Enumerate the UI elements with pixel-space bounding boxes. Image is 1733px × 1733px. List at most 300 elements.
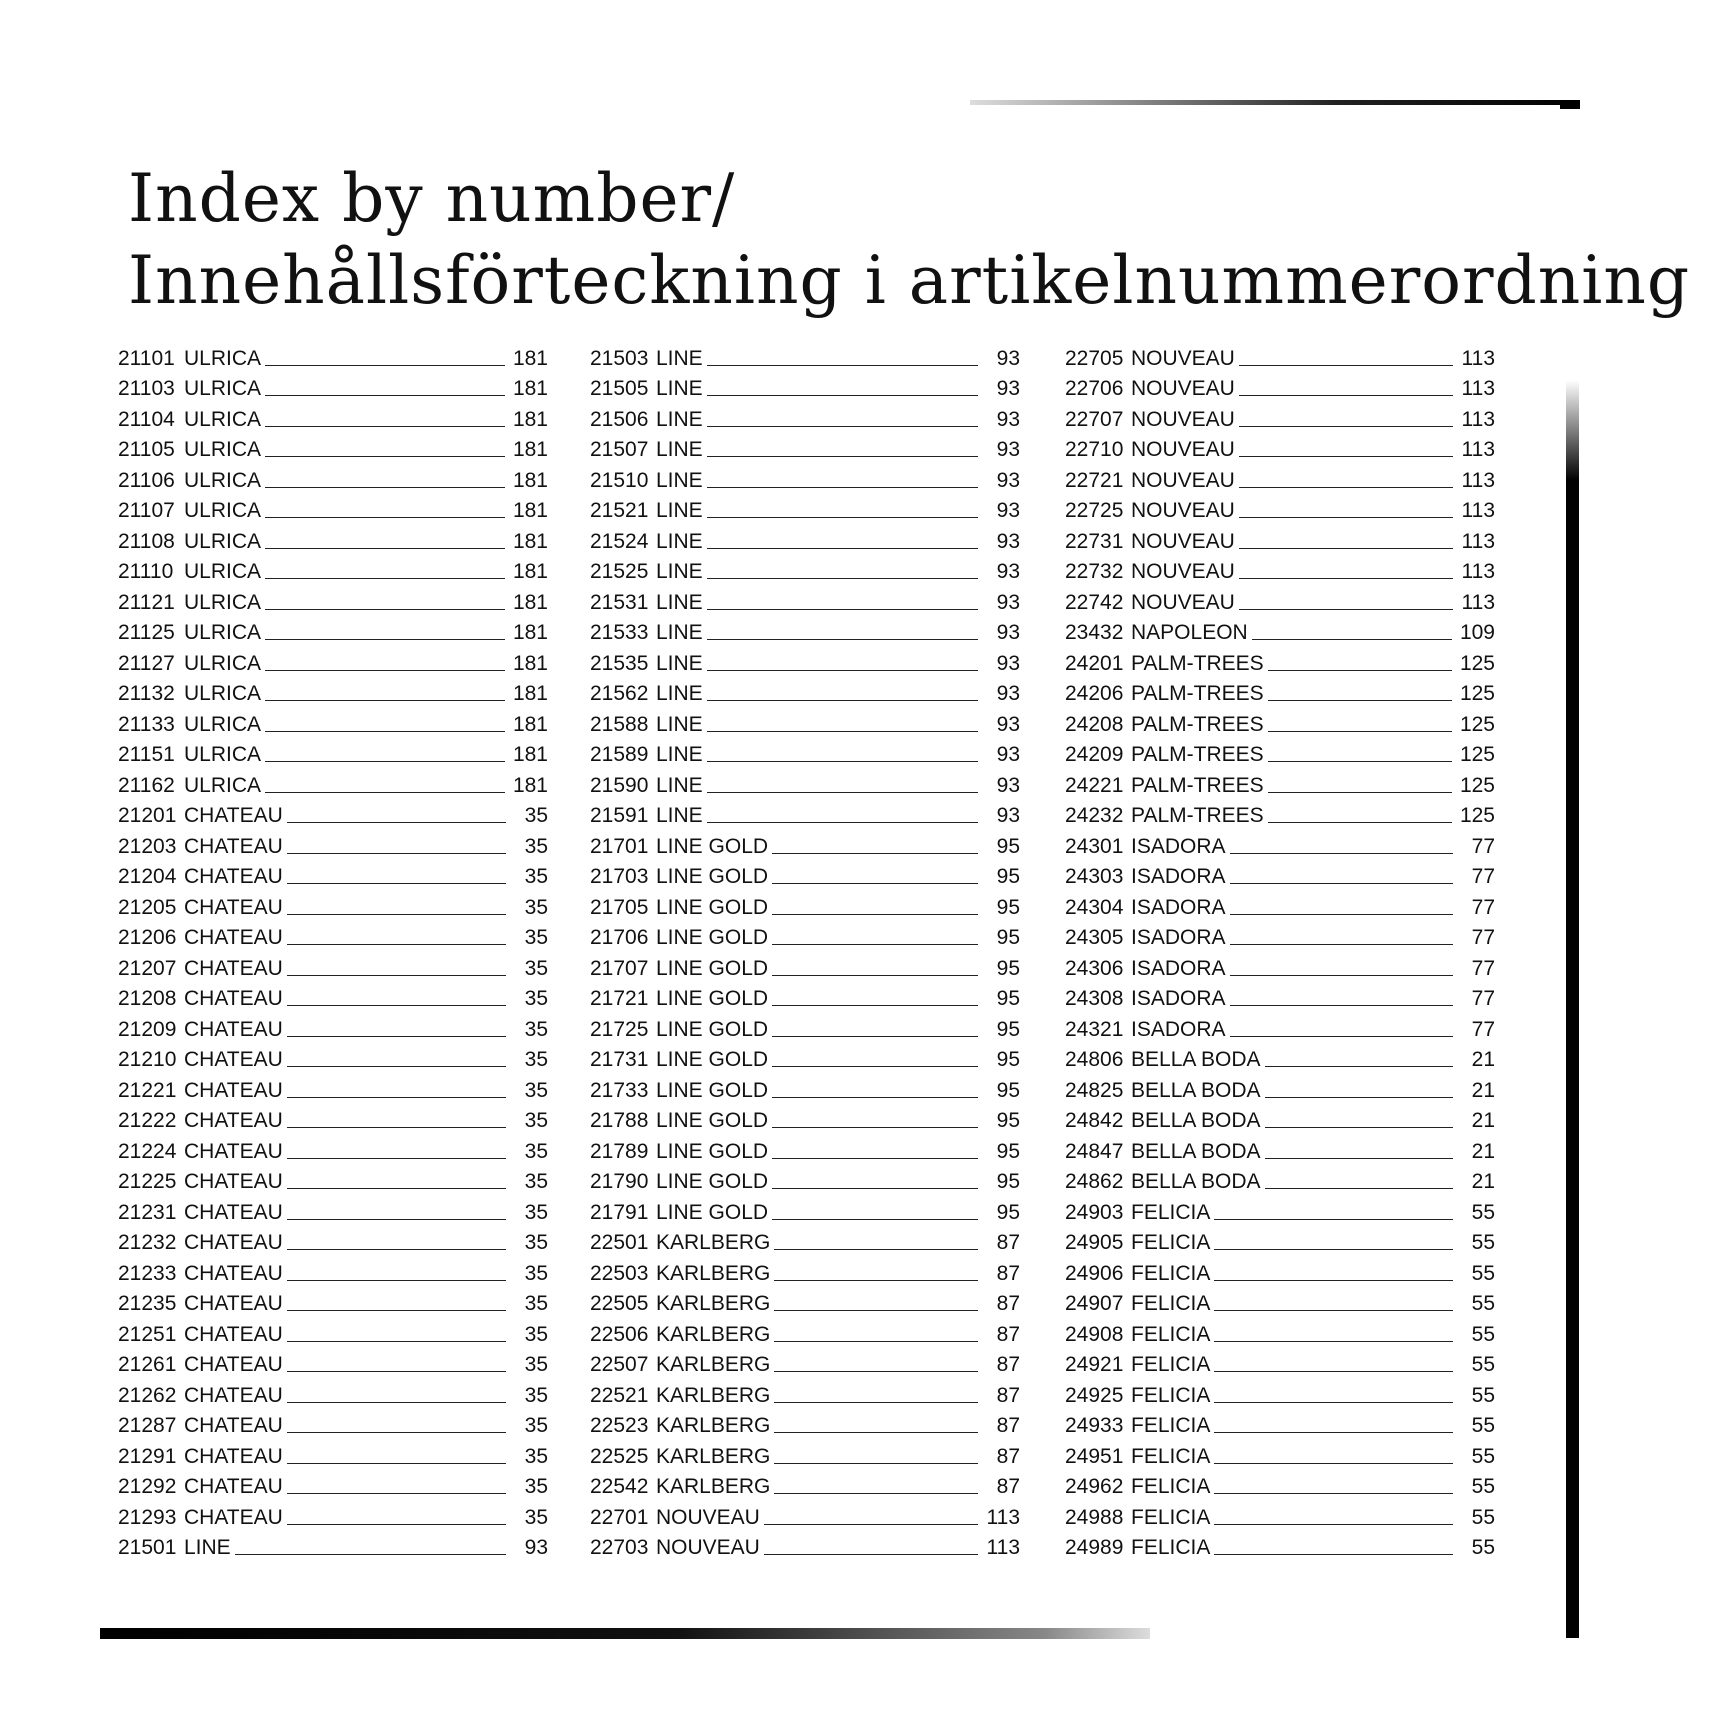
article-number: 21521 (590, 499, 649, 522)
leader-line (772, 1066, 978, 1067)
index-entry (1065, 1072, 1495, 1103)
leader-line (1239, 456, 1453, 457)
article-number: 21151 (118, 743, 175, 766)
index-entry (590, 920, 1020, 951)
page-number: 95 (996, 834, 1020, 858)
index-entry (590, 828, 1020, 859)
article-number: 24208 (1065, 712, 1124, 736)
page-number: 95 (996, 987, 1020, 1010)
leader-line (287, 1310, 506, 1311)
article-number: 22503 (590, 1261, 649, 1285)
page-number: 113 (1461, 346, 1495, 370)
article-number: 21103 (118, 377, 175, 400)
article-number: 21233 (118, 1261, 177, 1285)
leader-line (707, 487, 978, 488)
index-entry (590, 615, 1020, 646)
leader-line (1239, 548, 1453, 549)
article-number: 24907 (1065, 1292, 1124, 1315)
title-line-2: Innehållsförteckning i artikelnummerordning (128, 242, 1691, 319)
leader-line (1214, 1463, 1453, 1464)
article-number: 22507 (590, 1353, 649, 1376)
leader-line (707, 548, 978, 549)
pattern-name: LINE (656, 804, 703, 827)
page-number: 35 (524, 1200, 548, 1224)
page-number: 93 (996, 529, 1020, 553)
leader-line (1214, 1524, 1453, 1525)
page-number: 35 (524, 1109, 548, 1132)
page-number: 35 (524, 987, 548, 1010)
pattern-name: ISADORA (1131, 956, 1226, 980)
leader-line (1214, 1219, 1453, 1220)
article-number: 21588 (590, 712, 649, 736)
leader-line (1239, 609, 1453, 610)
leader-line (1268, 792, 1452, 793)
index-entry (590, 676, 1020, 707)
article-number: 21101 (118, 346, 175, 370)
page-number: 93 (996, 590, 1020, 614)
pattern-name: CHATEAU (184, 1078, 283, 1102)
leader-line (772, 1219, 978, 1220)
article-number: 24962 (1065, 1475, 1124, 1498)
index-entry (590, 767, 1020, 798)
page-number: 35 (524, 895, 548, 919)
page-number: 21 (1471, 1078, 1495, 1102)
pattern-name: PALM-TREES (1131, 743, 1264, 766)
pattern-name: NOUVEAU (1131, 407, 1235, 431)
pattern-name: LINE (656, 468, 703, 492)
pattern-name: CHATEAU (184, 1322, 283, 1346)
pattern-name: FELICIA (1131, 1536, 1211, 1559)
pattern-name: FELICIA (1131, 1353, 1211, 1376)
index-entry (118, 615, 548, 646)
leader-line (265, 517, 505, 518)
index-entry (118, 340, 548, 371)
page-number: 113 (1461, 438, 1495, 461)
pattern-name: LINE (656, 499, 703, 522)
page-number: 93 (996, 712, 1020, 736)
article-number: 22721 (1065, 468, 1124, 492)
index-entry (118, 493, 548, 524)
page-number: 181 (512, 590, 548, 614)
pattern-name: CHATEAU (184, 956, 283, 980)
pattern-name: KARLBERG (656, 1475, 771, 1498)
index-entry (118, 1286, 548, 1317)
index-entry (118, 767, 548, 798)
page-number: 77 (1471, 987, 1495, 1010)
leader-line (772, 1188, 978, 1189)
page-number: 93 (996, 773, 1020, 797)
index-entry (1065, 950, 1495, 981)
article-number: 21121 (118, 590, 175, 614)
pattern-name: LINE (656, 438, 703, 461)
leader-line (1214, 1493, 1453, 1494)
article-number: 24905 (1065, 1231, 1124, 1254)
leader-line (1239, 487, 1453, 488)
article-number: 22521 (590, 1383, 649, 1407)
index-entry (118, 889, 548, 920)
page-number: 125 (1459, 712, 1495, 736)
pattern-name: KARLBERG (656, 1322, 771, 1346)
page-number: 77 (1471, 1017, 1495, 1041)
pattern-name: NOUVEAU (1131, 590, 1235, 614)
pattern-name: KARLBERG (656, 1383, 771, 1407)
pattern-name: ISADORA (1131, 926, 1226, 949)
index-entry (590, 1286, 1020, 1317)
index-entry (118, 950, 548, 981)
pattern-name: KARLBERG (656, 1414, 771, 1437)
pattern-name: NOUVEAU (1131, 438, 1235, 461)
pattern-name: LINE (656, 773, 703, 797)
article-number: 24903 (1065, 1200, 1124, 1224)
pattern-name: ISADORA (1131, 895, 1226, 919)
index-entry (590, 1011, 1020, 1042)
index-entry (590, 1255, 1020, 1286)
leader-line (265, 395, 505, 396)
article-number: 22525 (590, 1444, 649, 1468)
article-number: 22705 (1065, 346, 1124, 370)
page-number: 181 (512, 377, 548, 400)
leader-line (265, 731, 505, 732)
index-entry (118, 798, 548, 829)
leader-line (287, 944, 506, 945)
article-number: 21107 (118, 499, 175, 522)
index-entry (590, 1347, 1020, 1378)
page-number: 55 (1471, 1414, 1495, 1437)
leader-line (287, 1127, 506, 1128)
index-entry (1065, 706, 1495, 737)
page-number: 181 (512, 560, 548, 583)
page-number: 113 (986, 1505, 1020, 1529)
leader-line (772, 1158, 978, 1159)
page-number: 35 (524, 1017, 548, 1041)
pattern-name: CHATEAU (184, 926, 283, 949)
page-number: 35 (524, 1505, 548, 1529)
index-entry (1065, 1255, 1495, 1286)
leader-line (287, 1219, 506, 1220)
page-number: 35 (524, 1414, 548, 1437)
article-number: 21207 (118, 956, 177, 980)
page-number: 181 (512, 438, 548, 461)
article-number: 21733 (590, 1078, 649, 1102)
index-entry (590, 706, 1020, 737)
pattern-name: ISADORA (1131, 987, 1226, 1010)
leader-line (1268, 731, 1452, 732)
pattern-name: CHATEAU (184, 1109, 283, 1132)
index-entry (118, 676, 548, 707)
leader-line (1265, 1188, 1453, 1189)
index-entry (590, 981, 1020, 1012)
index-entry (590, 1408, 1020, 1439)
article-number: 24209 (1065, 743, 1124, 766)
index-entry (118, 1530, 548, 1561)
leader-line (1239, 395, 1453, 396)
article-number: 22523 (590, 1414, 649, 1437)
leader-line (287, 1097, 506, 1098)
leader-line (707, 761, 978, 762)
article-number: 21262 (118, 1383, 177, 1407)
pattern-name: CHATEAU (184, 1200, 283, 1224)
page-number: 113 (1461, 529, 1495, 553)
page-number: 35 (524, 1170, 548, 1193)
page-number: 95 (996, 1078, 1020, 1102)
pattern-name: NOUVEAU (1131, 499, 1235, 522)
leader-line (707, 456, 978, 457)
pattern-name: LINE (656, 560, 703, 583)
index-entry (590, 432, 1020, 463)
page-number: 109 (1459, 621, 1495, 644)
article-number: 23432 (1065, 621, 1124, 644)
article-number: 21788 (590, 1109, 649, 1132)
article-number: 21106 (118, 468, 175, 492)
article-number: 21731 (590, 1048, 649, 1071)
page-number: 77 (1471, 865, 1495, 888)
index-entry (1065, 1438, 1495, 1469)
pattern-name: CHATEAU (184, 1353, 283, 1376)
article-number: 21110 (118, 560, 174, 583)
leader-line (1239, 517, 1453, 518)
article-number: 24321 (1065, 1017, 1124, 1041)
index-entry (118, 1347, 548, 1378)
leader-line (287, 1463, 506, 1464)
leader-line (1230, 853, 1453, 854)
index-entry (590, 1133, 1020, 1164)
pattern-name: LINE (656, 712, 703, 736)
page-number: 95 (996, 1200, 1020, 1224)
article-number: 21125 (118, 621, 175, 644)
article-number: 24206 (1065, 682, 1124, 705)
article-number: 24842 (1065, 1109, 1124, 1132)
index-entry (1065, 371, 1495, 402)
pattern-name: ISADORA (1131, 1017, 1226, 1041)
index-entry (590, 645, 1020, 676)
pattern-name: CHATEAU (184, 804, 283, 827)
page-number: 35 (524, 926, 548, 949)
page-number: 35 (524, 1475, 548, 1498)
pattern-name: FELICIA (1131, 1505, 1211, 1529)
index-entry (1065, 1133, 1495, 1164)
article-number: 21235 (118, 1292, 177, 1315)
article-number: 21524 (590, 529, 649, 553)
index-entry (1065, 554, 1495, 585)
index-entry (1065, 1499, 1495, 1530)
index-column-1 (118, 340, 548, 1560)
page-number: 181 (512, 682, 548, 705)
pattern-name: NOUVEAU (1131, 529, 1235, 553)
article-number: 24305 (1065, 926, 1124, 949)
leader-line (265, 609, 505, 610)
index-entry (118, 1194, 548, 1225)
leader-line (774, 1371, 978, 1372)
page-number: 93 (996, 804, 1020, 827)
page-number: 87 (996, 1322, 1020, 1346)
index-entry (1065, 493, 1495, 524)
page-number: 113 (1461, 377, 1495, 400)
pattern-name: FELICIA (1131, 1383, 1211, 1407)
leader-line (287, 853, 506, 854)
page-number: 35 (524, 956, 548, 980)
index-entry (590, 1438, 1020, 1469)
leader-line (287, 975, 506, 976)
page-number: 55 (1471, 1200, 1495, 1224)
pattern-name: KARLBERG (656, 1353, 771, 1376)
index-entry (1065, 584, 1495, 615)
pattern-name: CHATEAU (184, 1170, 283, 1193)
index-entry (590, 1469, 1020, 1500)
leader-line (764, 1524, 978, 1525)
leader-line (774, 1249, 978, 1250)
leader-line (287, 1066, 506, 1067)
index-entry (118, 920, 548, 951)
article-number: 21503 (590, 346, 649, 370)
pattern-name: KARLBERG (656, 1261, 771, 1285)
leader-line (772, 1005, 978, 1006)
article-number: 21705 (590, 895, 649, 919)
page-number: 95 (996, 895, 1020, 919)
leader-line (265, 365, 505, 366)
index-entry (590, 1072, 1020, 1103)
page-number: 21 (1471, 1109, 1495, 1132)
leader-line (1214, 1554, 1453, 1555)
article-number: 21725 (590, 1017, 649, 1041)
index-entry (118, 1164, 548, 1195)
pattern-name: CHATEAU (184, 1505, 283, 1529)
index-entry (590, 889, 1020, 920)
pattern-name: BELLA BODA (1131, 1109, 1261, 1132)
article-number: 21292 (118, 1475, 177, 1498)
page-number: 35 (524, 1353, 548, 1376)
leader-line (1214, 1371, 1453, 1372)
article-number: 24306 (1065, 956, 1124, 980)
leader-line (287, 1341, 506, 1342)
article-number: 21531 (590, 590, 649, 614)
page-number: 55 (1471, 1505, 1495, 1529)
leader-line (774, 1280, 978, 1281)
article-number: 24908 (1065, 1322, 1124, 1346)
index-entry (1065, 981, 1495, 1012)
article-number: 21105 (118, 438, 175, 461)
index-entry (118, 1042, 548, 1073)
page-number: 93 (996, 407, 1020, 431)
pattern-name: FELICIA (1131, 1261, 1211, 1285)
leader-line (707, 639, 978, 640)
pattern-name: FELICIA (1131, 1475, 1211, 1498)
article-number: 21510 (590, 468, 649, 492)
article-number: 21222 (118, 1109, 177, 1132)
pattern-name: NOUVEAU (1131, 346, 1235, 370)
article-number: 22505 (590, 1292, 649, 1315)
page-title (128, 158, 1690, 322)
leader-line (265, 456, 505, 457)
leader-line (1230, 975, 1453, 976)
leader-line (287, 1158, 506, 1159)
page-number: 93 (996, 743, 1020, 766)
article-number: 24862 (1065, 1170, 1124, 1193)
leader-line (774, 1310, 978, 1311)
index-entry (118, 1225, 548, 1256)
page-number: 21 (1471, 1170, 1495, 1193)
pattern-name: ULRICA (184, 590, 262, 614)
leader-line (1239, 578, 1453, 579)
pattern-name: CHATEAU (184, 1475, 283, 1498)
page-number: 95 (996, 1048, 1020, 1071)
leader-line (707, 517, 978, 518)
pattern-name: FELICIA (1131, 1231, 1211, 1254)
pattern-name: CHATEAU (184, 865, 283, 888)
pattern-name: NAPOLEON (1131, 621, 1248, 644)
page-number: 181 (512, 743, 548, 766)
index-entry (1065, 889, 1495, 920)
index-entry (590, 1377, 1020, 1408)
leader-line (772, 1097, 978, 1098)
pattern-name: CHATEAU (184, 834, 283, 858)
leader-line (707, 578, 978, 579)
index-entry (118, 706, 548, 737)
leader-line (1230, 944, 1453, 945)
pattern-name: ULRICA (184, 682, 262, 705)
article-number: 21132 (118, 682, 175, 705)
leader-line (1265, 1066, 1453, 1067)
index-entry (118, 523, 548, 554)
index-entry (118, 737, 548, 768)
pattern-name: CHATEAU (184, 1261, 283, 1285)
leader-line (265, 670, 505, 671)
index-entry (118, 1499, 548, 1530)
index-entry (1065, 432, 1495, 463)
page-number: 87 (996, 1231, 1020, 1254)
pattern-name: LINE GOLD (656, 926, 769, 949)
page-number: 77 (1471, 834, 1495, 858)
index-entry (118, 401, 548, 432)
leader-line (265, 792, 505, 793)
pattern-name: KARLBERG (656, 1292, 771, 1315)
article-number: 21162 (118, 773, 175, 797)
article-number: 21790 (590, 1170, 649, 1193)
leader-line (1265, 1127, 1453, 1128)
pattern-name: CHATEAU (184, 1414, 283, 1437)
page-number: 35 (524, 834, 548, 858)
page-number: 87 (996, 1414, 1020, 1437)
index-entry (1065, 1103, 1495, 1134)
page-number: 55 (1471, 1383, 1495, 1407)
pattern-name: ULRICA (184, 621, 262, 644)
pattern-name: CHATEAU (184, 1231, 283, 1254)
article-number: 21133 (118, 712, 175, 736)
index-entry (590, 1225, 1020, 1256)
index-entry (118, 1316, 548, 1347)
page-number: 113 (1461, 499, 1495, 522)
page-number: 95 (996, 1017, 1020, 1041)
page-number: 35 (524, 1078, 548, 1102)
pattern-name: CHATEAU (184, 1444, 283, 1468)
pattern-name: ULRICA (184, 560, 262, 583)
article-number: 21505 (590, 377, 649, 400)
article-number: 24806 (1065, 1048, 1124, 1071)
article-number: 24221 (1065, 773, 1124, 797)
index-entry (1065, 1316, 1495, 1347)
leader-line (772, 975, 978, 976)
index-entry (590, 340, 1020, 371)
article-number: 21104 (118, 407, 175, 431)
index-entry (1065, 523, 1495, 554)
pattern-name: LINE (184, 1536, 231, 1559)
article-number: 24925 (1065, 1383, 1124, 1407)
leader-line (287, 1280, 506, 1281)
index-entry (118, 462, 548, 493)
page-number: 55 (1471, 1444, 1495, 1468)
index-entry (1065, 1408, 1495, 1439)
index-entry (1065, 1530, 1495, 1561)
leader-line (1268, 670, 1452, 671)
